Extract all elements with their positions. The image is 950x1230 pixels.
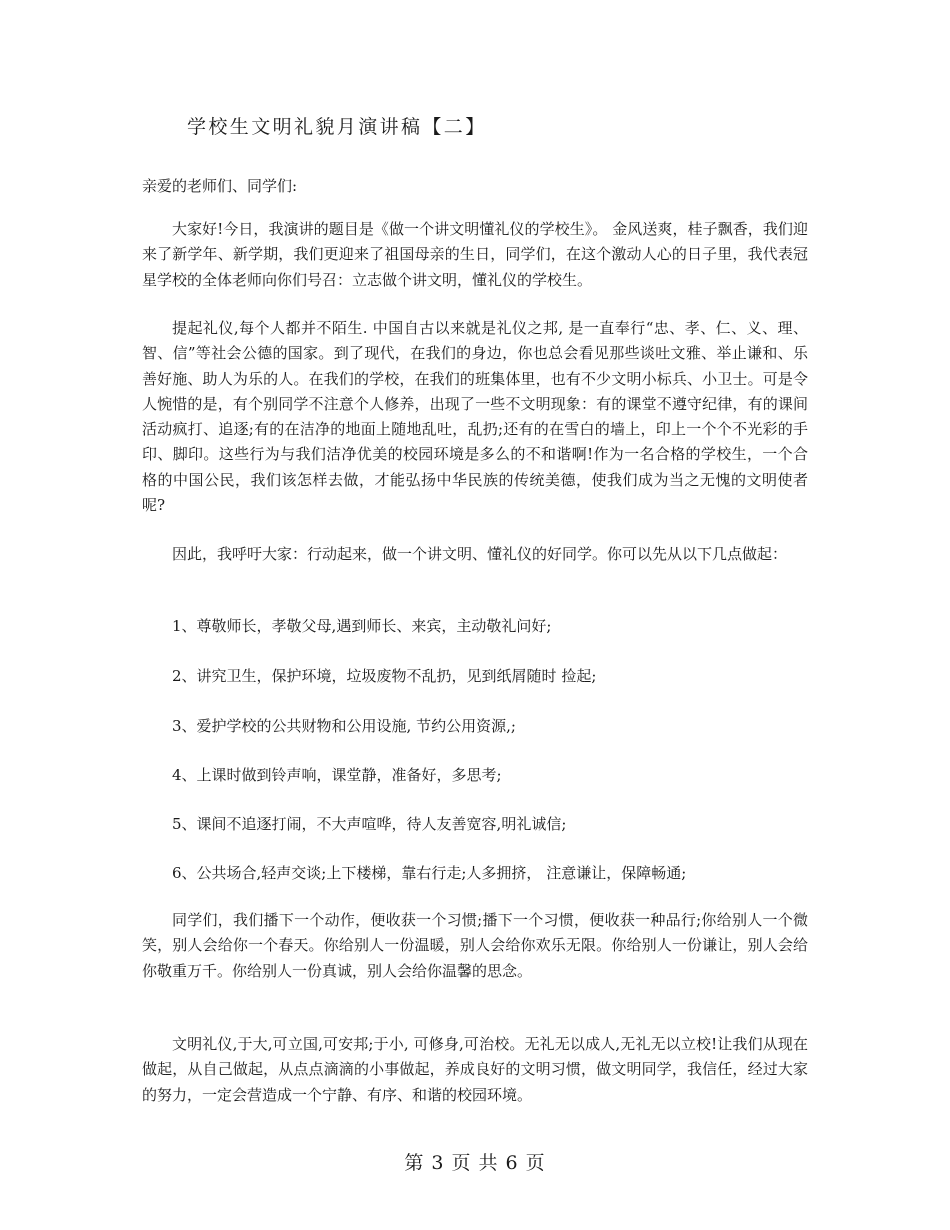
list-item: 3、爱护学校的公共财物和公用设施, 节约公用资源,; [172,717,516,735]
paragraph-conclusion: 文明礼仪,于大,可立国,可安邦;于小, 可修身,可治校。无礼无以成人,无礼无以立校!让我们从现在做起，从自己做起，从点点滴滴的小事做起，养成良好的文明习惯，做文明同学，我信任，经过大家的努力，一定会营造成一个宁静、有序、和谐的校园环境。 [142,1035,808,1104]
paragraph-appeal: 因此，我呼吁大家：行动起来，做一个讲文明、懂礼仪的好同学。你可以先从以下几点做起： [172,545,788,563]
list-item: 6、公共场合,轻声交谈;上下楼梯，靠右行走;人多拥挤， 注意谦让，保障畅通; [172,864,687,882]
list-item: 4、上课时做到铃声响，课堂静，准备好，多思考; [172,766,502,784]
greeting: 亲爱的老师们、同学们: [142,177,298,195]
list-item: 2、讲究卫生，保护环境，垃圾废物不乱扔，见到纸屑随时 捡起; [172,667,597,685]
page-number-footer: 第 3 页 共 6 页 [404,1152,546,1174]
paragraph-etiquette: 提起礼仪,每个人都并不陌生. 中国自古以来就是礼仪之邦, 是一直奉行“忠、孝、仁、义、理、智、信”等社会公德的国家。到了现代，在我们的身边，你也总会看见那些谈吐文雅、举止谦和、乐善好施、助人为乐的人。在我们的学校，在我们的班集体里，也有不少文明小标兵、小卫士。可是令人惋惜的是，有个别同学不注意个人修养，出现了一些不文明现象：有的课堂不遵守纪律，有的课间活动疯打、追逐;有的在洁净的地面上随地乱吐，乱扔;还有的在雪白的墙上，印上一个个不光彩的手印、脚印。这些行为与我们洁净优美的校园环境是多么的不和谐啊!作为一名合格的学校生，一个合格的中国公民，我们该怎样去做，才能弘扬中华民族的传统美德，使我们成为当之无愧的文明使者呢? [142,319,808,515]
paragraph-habits: 同学们，我们播下一个动作，便收获一个习惯;播下一个习惯，便收获一种品行;你给别人一个微笑，别人会给你一个春天。你给别人一份温暖，别人会给你欢乐无限。你给别人一份谦让，别人会给你敬重万千。你给别人一份真诚，别人会给你温馨的思念。 [142,911,808,980]
paragraph-intro: 大家好!今日，我演讲的题目是《做一个讲文明懂礼仪的学校生》。 金风送爽，桂子飘香，我们迎来了新学年、新学期，我们更迎来了祖国母亲的生日，同学们，在这个激动人心的日子里，我代表冠星学校的全体老师向你们号召：立志做个讲文明，懂礼仪的学校生。 [142,220,808,289]
list-item: 1、尊敬师长，孝敬父母,遇到师长、来宾，主动敬礼问好; [172,617,552,635]
document-title: 学校生文明礼貌月演讲稿【二】 [187,116,487,138]
list-item: 5、课间不追逐打闹，不大声喧哗，待人友善宽容,明礼诚信; [172,815,567,833]
